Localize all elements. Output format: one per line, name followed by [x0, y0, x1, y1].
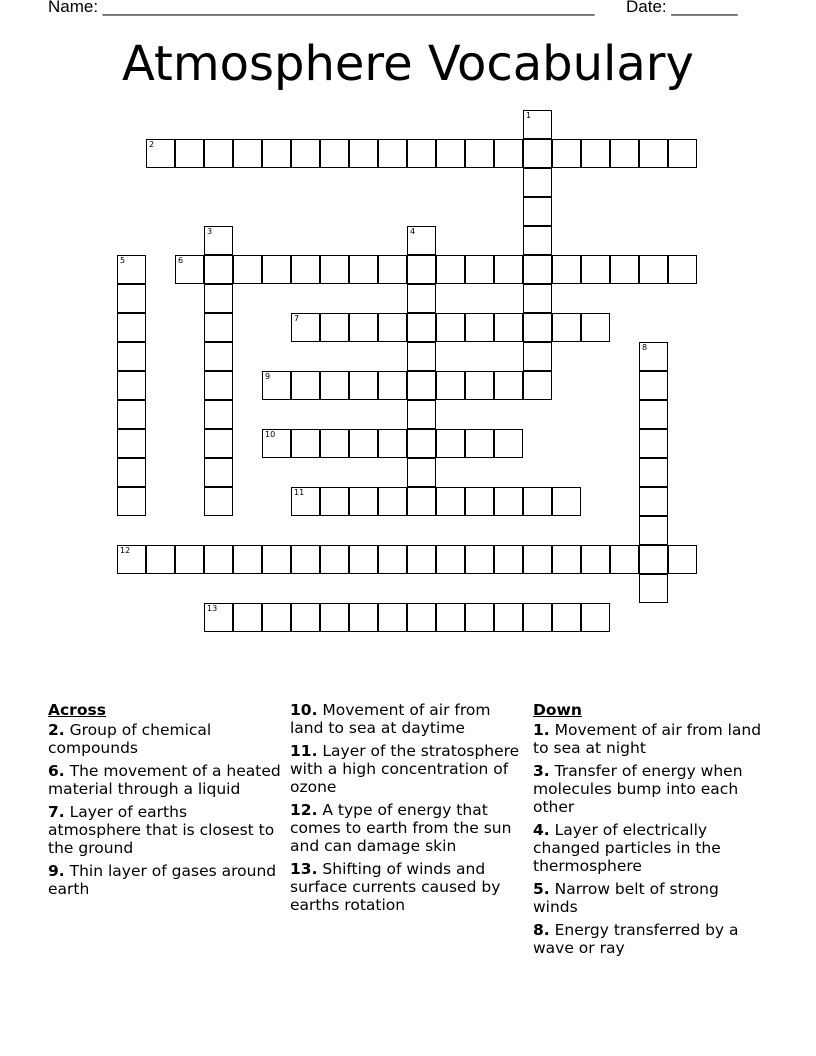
- crossword-cell[interactable]: [233, 545, 262, 574]
- crossword-cell[interactable]: [407, 603, 436, 632]
- crossword-cell[interactable]: [523, 226, 552, 255]
- crossword-cell[interactable]: [639, 574, 668, 603]
- crossword-cell[interactable]: [233, 255, 262, 284]
- crossword-cell[interactable]: [581, 545, 610, 574]
- crossword-cell[interactable]: [407, 429, 436, 458]
- crossword-cell[interactable]: [436, 371, 465, 400]
- puzzle-title: Atmosphere Vocabulary: [122, 36, 694, 92]
- crossword-cell[interactable]: [204, 226, 233, 255]
- crossword-cell[interactable]: [407, 255, 436, 284]
- crossword-cell[interactable]: [639, 255, 668, 284]
- crossword-cell[interactable]: [349, 429, 378, 458]
- crossword-cell[interactable]: [320, 545, 349, 574]
- crossword-cell[interactable]: [291, 487, 320, 516]
- crossword-cell[interactable]: [146, 545, 175, 574]
- clue-across-11: 11. Layer of the stratosphere with a high concentration of ozone: [290, 742, 520, 796]
- crossword-cell[interactable]: [407, 487, 436, 516]
- crossword-cell[interactable]: [407, 342, 436, 371]
- crossword-cell[interactable]: [407, 284, 436, 313]
- clue-across-6: 6. The movement of a heated material through a liquid: [48, 762, 281, 798]
- crossword-cell[interactable]: [204, 313, 233, 342]
- crossword-cell[interactable]: [378, 603, 407, 632]
- clue-number-label: 2: [149, 140, 155, 149]
- crossword-cell[interactable]: [552, 545, 581, 574]
- crossword-cell[interactable]: [639, 458, 668, 487]
- crossword-cell[interactable]: [320, 139, 349, 168]
- crossword-cell[interactable]: [668, 139, 697, 168]
- crossword-cell[interactable]: [465, 545, 494, 574]
- crossword-cell[interactable]: [146, 139, 175, 168]
- crossword-cell[interactable]: [552, 603, 581, 632]
- crossword-cell[interactable]: [494, 371, 523, 400]
- clue-across-13: 13. Shifting of winds and surface currents caused by earths rotation: [290, 860, 501, 914]
- crossword-cell[interactable]: [523, 255, 552, 284]
- crossword-cell[interactable]: [407, 458, 436, 487]
- crossword-cell[interactable]: [204, 458, 233, 487]
- clue-down-5: 5. Narrow belt of strong winds: [533, 880, 719, 916]
- crossword-cell[interactable]: [262, 255, 291, 284]
- crossword-cell[interactable]: [117, 429, 146, 458]
- clue-across-7: 7. Layer of earths atmosphere that is closest to the ground: [48, 803, 275, 857]
- crossword-cell[interactable]: [378, 371, 407, 400]
- crossword-cell[interactable]: [262, 139, 291, 168]
- crossword-cell[interactable]: [552, 487, 581, 516]
- crossword-cell[interactable]: [465, 313, 494, 342]
- crossword-cell[interactable]: [610, 545, 639, 574]
- crossword-cell[interactable]: [523, 487, 552, 516]
- crossword-cell[interactable]: [523, 603, 552, 632]
- across-clues-column: [48, 701, 282, 903]
- across-heading: Across: [48, 701, 106, 719]
- crossword-cell[interactable]: [233, 603, 262, 632]
- crossword-cell[interactable]: [262, 429, 291, 458]
- crossword-cell[interactable]: [204, 487, 233, 516]
- clue-across-2: 2. Group of chemical compounds: [48, 721, 212, 757]
- crossword-cell[interactable]: [407, 226, 436, 255]
- crossword-cell[interactable]: [320, 603, 349, 632]
- crossword-cell[interactable]: [117, 255, 146, 284]
- crossword-cell[interactable]: [262, 545, 291, 574]
- crossword-cell[interactable]: [291, 313, 320, 342]
- crossword-cell[interactable]: [378, 255, 407, 284]
- across-clues-continued: [290, 701, 524, 919]
- crossword-cell[interactable]: [204, 400, 233, 429]
- crossword-cell[interactable]: [204, 139, 233, 168]
- crossword-cell[interactable]: [436, 487, 465, 516]
- crossword-cell[interactable]: [117, 487, 146, 516]
- crossword-cell[interactable]: [320, 255, 349, 284]
- crossword-cell[interactable]: [378, 313, 407, 342]
- crossword-cell[interactable]: [378, 545, 407, 574]
- clue-number-label: 5: [120, 256, 126, 265]
- date-field-label: Date: _______: [626, 0, 738, 16]
- crossword-cell[interactable]: [465, 139, 494, 168]
- crossword-cell[interactable]: [291, 429, 320, 458]
- crossword-cell[interactable]: [291, 255, 320, 284]
- clue-number-label: 9: [265, 372, 271, 381]
- crossword-cell[interactable]: [668, 255, 697, 284]
- crossword-cell[interactable]: [494, 487, 523, 516]
- crossword-cell[interactable]: [581, 139, 610, 168]
- crossword-cell[interactable]: [378, 487, 407, 516]
- crossword-cell[interactable]: [378, 139, 407, 168]
- crossword-cell[interactable]: [204, 429, 233, 458]
- crossword-cell[interactable]: [639, 516, 668, 545]
- crossword-cell[interactable]: [581, 255, 610, 284]
- clue-across-9: 9. Thin layer of gases around earth: [48, 862, 277, 898]
- clue-number-label: 12: [120, 546, 131, 555]
- crossword-cell[interactable]: [436, 139, 465, 168]
- clue-down-4: 4. Layer of electrically changed particles in the thermosphere: [533, 821, 721, 875]
- crossword-cell[interactable]: [407, 313, 436, 342]
- crossword-cell[interactable]: [639, 429, 668, 458]
- crossword-cell[interactable]: [610, 139, 639, 168]
- crossword-cell[interactable]: [523, 284, 552, 313]
- crossword-cell[interactable]: [204, 342, 233, 371]
- crossword-cell[interactable]: [175, 139, 204, 168]
- crossword-cell[interactable]: [349, 371, 378, 400]
- clue-number-label: 4: [410, 227, 416, 236]
- crossword-cell[interactable]: [233, 139, 262, 168]
- crossword-cell[interactable]: [320, 313, 349, 342]
- crossword-cell[interactable]: [523, 342, 552, 371]
- clue-down-1: 1. Movement of air from land to sea at night: [533, 721, 762, 757]
- crossword-cell[interactable]: [494, 313, 523, 342]
- crossword-cell[interactable]: [465, 255, 494, 284]
- crossword-cell[interactable]: [668, 545, 697, 574]
- crossword-cell[interactable]: [204, 603, 233, 632]
- crossword-cell[interactable]: [378, 429, 407, 458]
- clue-down-8: 8. Energy transferred by a wave or ray: [533, 921, 739, 957]
- crossword-cell[interactable]: [407, 400, 436, 429]
- crossword-cell[interactable]: [320, 371, 349, 400]
- crossword-cell[interactable]: [494, 139, 523, 168]
- crossword-cell[interactable]: [639, 400, 668, 429]
- crossword-cell[interactable]: [117, 342, 146, 371]
- crossword-cell[interactable]: [552, 313, 581, 342]
- crossword-cell[interactable]: [581, 603, 610, 632]
- crossword-cell[interactable]: [639, 487, 668, 516]
- clue-number-label: 13: [207, 604, 218, 613]
- crossword-cell[interactable]: [204, 545, 233, 574]
- clue-across-12: 12. A type of energy that comes to earth from the sun and can damage skin: [290, 801, 512, 855]
- crossword-cell[interactable]: [117, 400, 146, 429]
- crossword-cell[interactable]: [436, 429, 465, 458]
- crossword-cell[interactable]: [552, 139, 581, 168]
- clue-number-label: 3: [207, 227, 213, 236]
- crossword-cell[interactable]: [639, 342, 668, 371]
- crossword-cell[interactable]: [581, 313, 610, 342]
- crossword-cell[interactable]: [523, 139, 552, 168]
- crossword-cell[interactable]: [436, 255, 465, 284]
- crossword-cell[interactable]: [117, 371, 146, 400]
- crossword-cell[interactable]: [349, 255, 378, 284]
- crossword-cell[interactable]: [291, 139, 320, 168]
- down-heading: Down: [533, 701, 582, 719]
- crossword-cell[interactable]: [204, 284, 233, 313]
- crossword-cell[interactable]: [349, 545, 378, 574]
- crossword-cell[interactable]: [349, 313, 378, 342]
- clue-number-label: 8: [642, 343, 648, 352]
- crossword-cell[interactable]: [291, 545, 320, 574]
- crossword-cell[interactable]: [291, 371, 320, 400]
- crossword-cell[interactable]: [204, 371, 233, 400]
- crossword-cell[interactable]: [465, 429, 494, 458]
- crossword-cell[interactable]: [320, 429, 349, 458]
- crossword-cell[interactable]: [610, 255, 639, 284]
- crossword-cell[interactable]: [465, 603, 494, 632]
- crossword-cell[interactable]: [639, 545, 668, 574]
- clue-number-label: 11: [294, 488, 305, 497]
- crossword-cell[interactable]: [639, 139, 668, 168]
- down-clues-column: [533, 701, 767, 962]
- crossword-cell[interactable]: [523, 371, 552, 400]
- crossword-cell[interactable]: [436, 603, 465, 632]
- crossword-cell[interactable]: [407, 371, 436, 400]
- crossword-cell[interactable]: [117, 284, 146, 313]
- crossword-cell[interactable]: [291, 603, 320, 632]
- crossword-cell[interactable]: [320, 487, 349, 516]
- crossword-cell[interactable]: [523, 545, 552, 574]
- crossword-cell[interactable]: [436, 545, 465, 574]
- crossword-cell[interactable]: [465, 371, 494, 400]
- crossword-cell[interactable]: [523, 313, 552, 342]
- crossword-cell[interactable]: [494, 255, 523, 284]
- crossword-cell[interactable]: [262, 371, 291, 400]
- crossword-cell[interactable]: [523, 168, 552, 197]
- crossword-cell[interactable]: [117, 313, 146, 342]
- crossword-cell[interactable]: [117, 458, 146, 487]
- crossword-cell[interactable]: [349, 139, 378, 168]
- crossword-cell[interactable]: [494, 429, 523, 458]
- clue-number-label: 6: [178, 256, 184, 265]
- clue-number-label: 10: [265, 430, 276, 439]
- clue-across-10: 10. Movement of air from land to sea at daytime: [290, 701, 491, 737]
- crossword-cell[interactable]: [523, 110, 552, 139]
- clue-down-3: 3. Transfer of energy when molecules bump into each other: [533, 762, 743, 816]
- crossword-cell[interactable]: [349, 603, 378, 632]
- crossword-cell[interactable]: [639, 371, 668, 400]
- crossword-cell[interactable]: [436, 313, 465, 342]
- crossword-cell[interactable]: [262, 603, 291, 632]
- clue-number-label: 7: [294, 314, 300, 323]
- crossword-cell[interactable]: [407, 545, 436, 574]
- crossword-cell[interactable]: [523, 197, 552, 226]
- name-field-label: Name: ____________________________________________________: [48, 0, 595, 16]
- crossword-cell[interactable]: [175, 545, 204, 574]
- crossword-cell[interactable]: [494, 545, 523, 574]
- clue-number-label: 1: [526, 111, 532, 120]
- crossword-cell[interactable]: [465, 487, 494, 516]
- crossword-cell[interactable]: [349, 487, 378, 516]
- crossword-cell[interactable]: [407, 139, 436, 168]
- crossword-cell[interactable]: [204, 255, 233, 284]
- crossword-cell[interactable]: [552, 255, 581, 284]
- crossword-cell[interactable]: [494, 603, 523, 632]
- crossword-cell[interactable]: [175, 255, 204, 284]
- crossword-cell[interactable]: [117, 545, 146, 574]
